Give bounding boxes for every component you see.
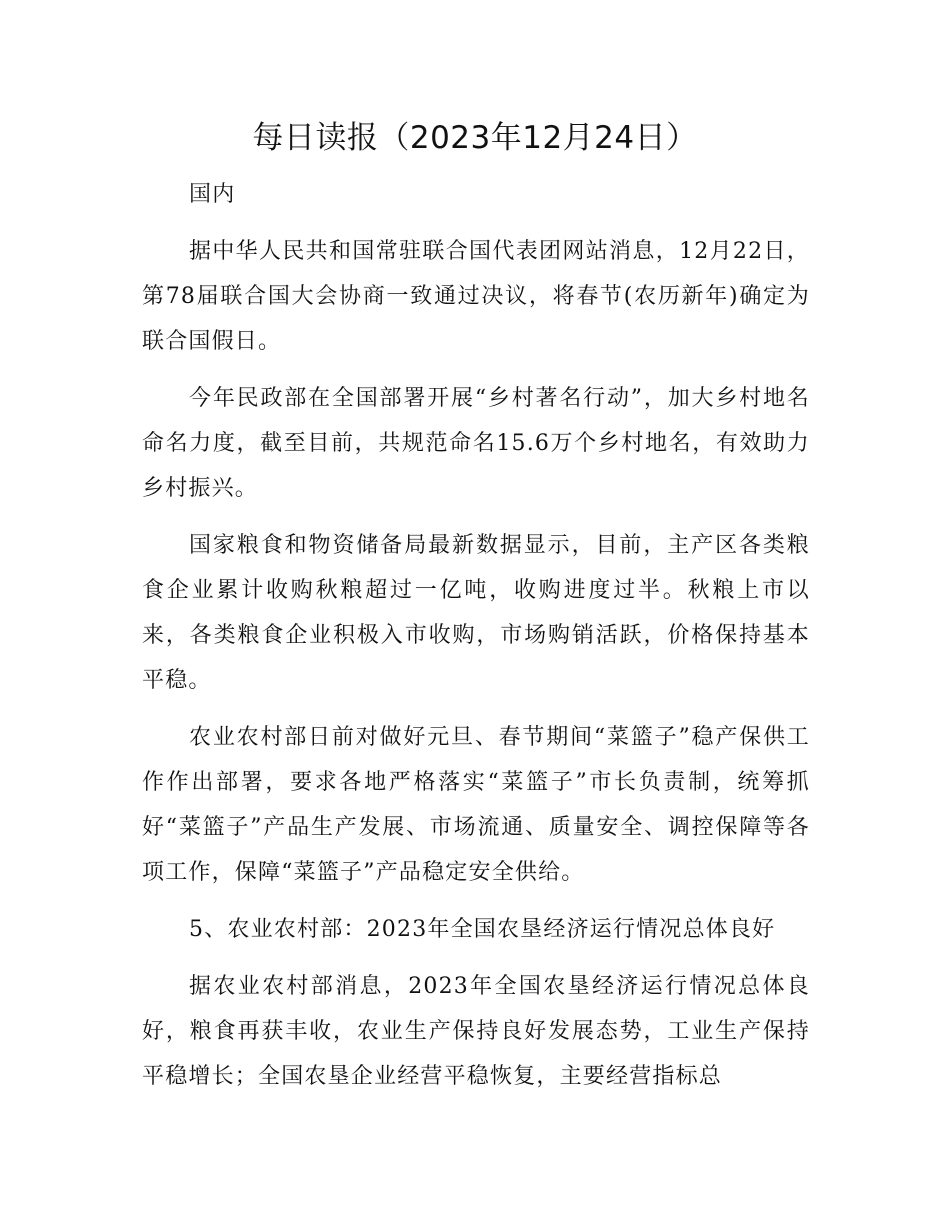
paragraph-un-spring-festival: 据中华人民共和国常驻联合国代表团网站消息，12月22日，第78届联合国大会协商一致通过决议，将春节(农历新年)确定为联合国假日。 [142,239,810,354]
paragraph-vegetable-basket: 农业农村部日前对做好元旦、春节期间“菜篮子”稳产保供工作作出部署，要求各地严格落实“菜篮子”市长负责制，统筹抓好“菜篮子”产品生产发展、市场流通、质量安全、调控保障等各项工作，保障“菜篮子”产品稳定安全供给。 [142,725,810,885]
paragraph-rural-place-names: 今年民政部在全国部署开展“乡村著名行动”，加大乡村地名命名力度，截至目前，共规范命名15.6万个乡村地名，有效助力乡村振兴。 [142,386,810,501]
paragraph-state-farms: 据农业农村部消息，2023年全国农垦经济运行情况总体良好，粮食再获丰收，农业生产保持良好发展态势，工业生产保持平稳增长；全国农垦企业经营平稳恢复，主要经营指标总 [142,974,810,1089]
section-heading-domestic: 国内 [189,182,236,207]
paragraph-grain-purchase: 国家粮食和物资储备局最新数据显示，目前，主产区各类粮食企业累计收购秋粮超过一亿吨，收购进度过半。秋粮上市以来，各类粮食企业积极入市收购，市场购销活跃，价格保持基本平稳。 [142,533,810,693]
document-body [142,172,810,1111]
document-title: 每日读报（2023年12月24日） [252,120,698,156]
paragraph-news-heading-5: 5、农业农村部：2023年全国农垦经济运行情况总体良好 [189,917,776,942]
